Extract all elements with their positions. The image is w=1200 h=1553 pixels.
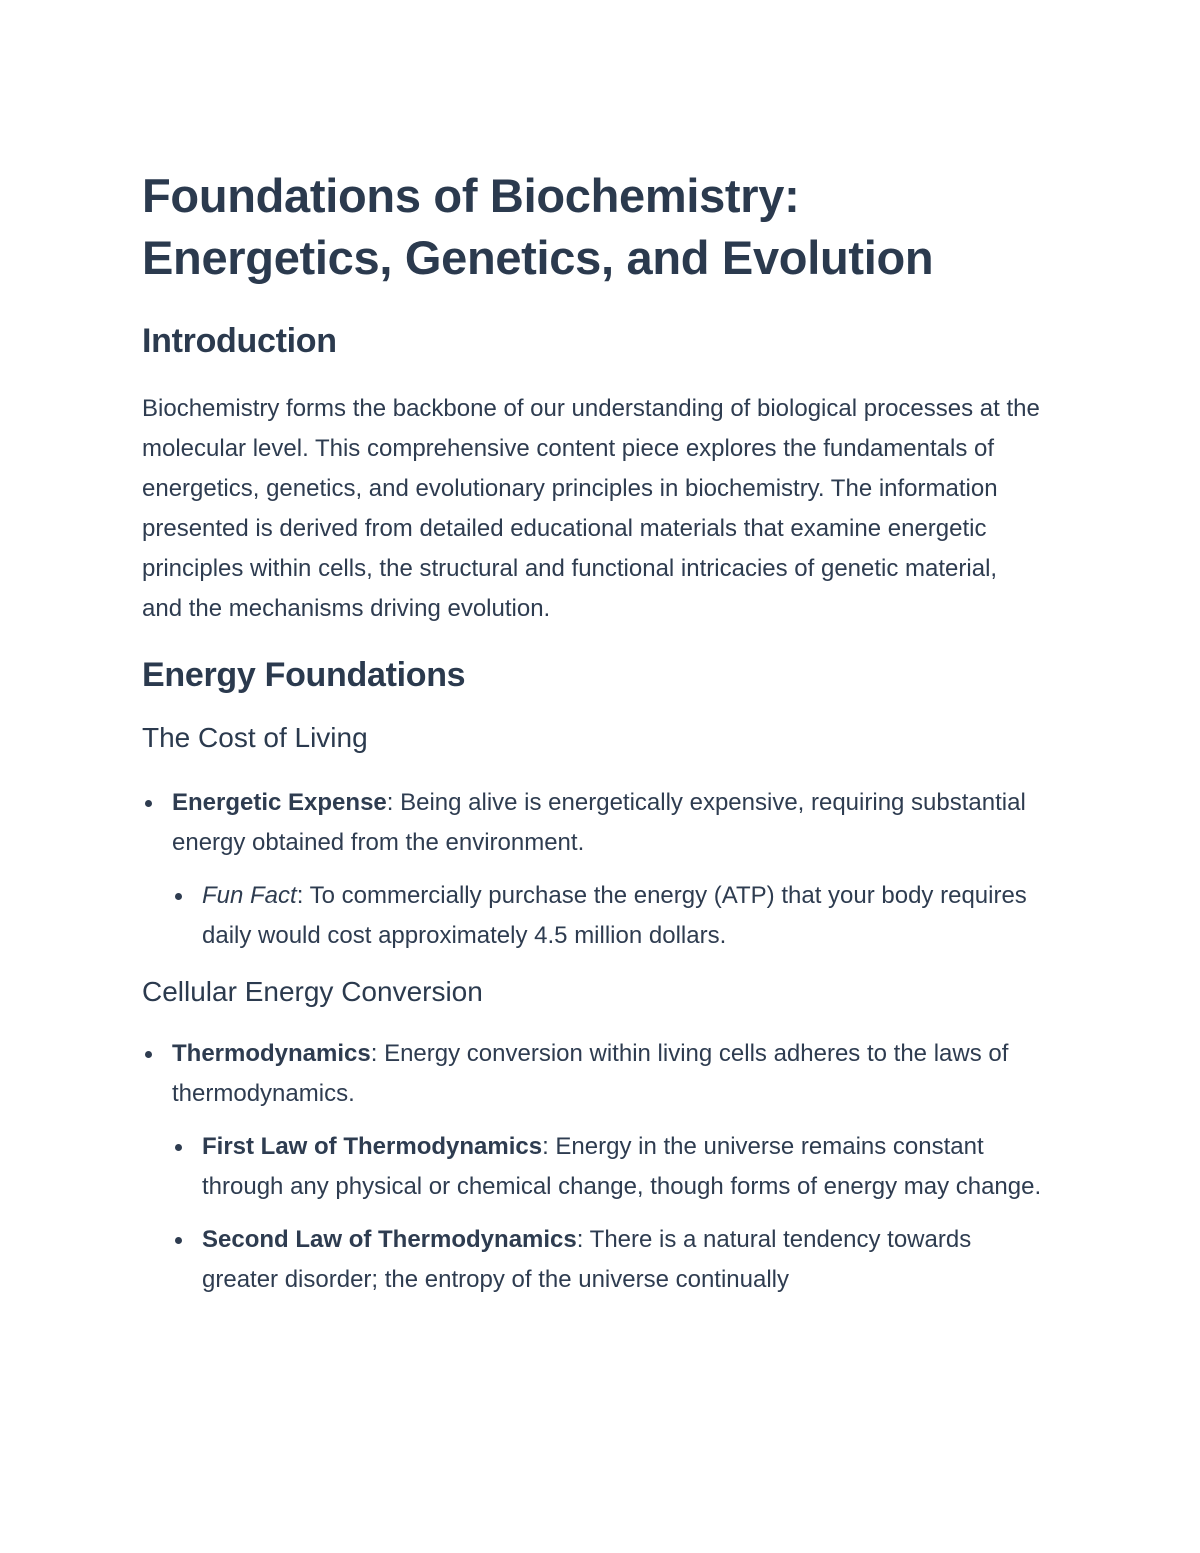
- term-thermodynamics: Thermodynamics: [172, 1040, 371, 1067]
- text-thermodynamics: : Energy conversion within living cells adheres to the laws of thermodynamics.: [172, 1040, 1009, 1107]
- title-line-1: Foundations of Biochemistry:: [142, 169, 800, 222]
- text-first-law: : Energy in the universe remains constant through any physical or chemical change, though forms of energy may change.: [202, 1133, 1042, 1200]
- heading-cellular-energy-conversion: Cellular Energy Conversion: [142, 976, 483, 1007]
- list-item-first-law: [142, 1127, 1042, 1207]
- term-first-law: First Law of Thermodynamics: [202, 1133, 543, 1160]
- text-fun-fact: : To commercially purchase the energy (ATP) that your body requires daily would cost approximately 4.5 million dollars.: [202, 882, 1027, 949]
- cellular-energy-list: [142, 1034, 1042, 1300]
- introduction-paragraph: Biochemistry forms the backbone of our understanding of biological processes at the molecular level. This comprehensive content piece explores the fundamentals of energetics, genetics, and evolutionary principles in biochemistry. The information presented is derived from detailed educational materials that examine energetic principles within cells, the structural and functional intricacies of genetic material, and the mechanisms driving evolution.: [142, 395, 1040, 622]
- document-page: [142, 165, 1042, 1300]
- document-title: [142, 165, 1042, 289]
- heading-cost-of-living: The Cost of Living: [142, 722, 368, 753]
- bullet-icon: [145, 1051, 152, 1058]
- list-item-energetic-expense: [142, 783, 1042, 863]
- cost-of-living-list: [142, 783, 1042, 956]
- bullet-icon: [175, 1237, 182, 1244]
- text-energetic-expense: : Being alive is energetically expensive, requiring substantial energy obtained from the environment.: [172, 789, 1026, 856]
- list-item-thermodynamics: [142, 1034, 1042, 1114]
- term-fun-fact: Fun Fact: [202, 882, 297, 909]
- bullet-icon: [175, 1144, 182, 1151]
- bullet-icon: [175, 893, 182, 900]
- bullet-icon: [145, 800, 152, 807]
- term-second-law: Second Law of Thermodynamics: [202, 1226, 577, 1253]
- heading-introduction: Introduction: [142, 322, 337, 360]
- title-line-2: Energetics, Genetics, and Evolution: [142, 231, 934, 284]
- text-second-law: : There is a natural tendency towards greater disorder; the entropy of the universe continually: [202, 1226, 972, 1293]
- heading-energy-foundations: Energy Foundations: [142, 656, 466, 694]
- list-item-second-law: [142, 1220, 1042, 1300]
- list-item-fun-fact: [142, 876, 1042, 956]
- term-energetic-expense: Energetic Expense: [172, 789, 387, 816]
